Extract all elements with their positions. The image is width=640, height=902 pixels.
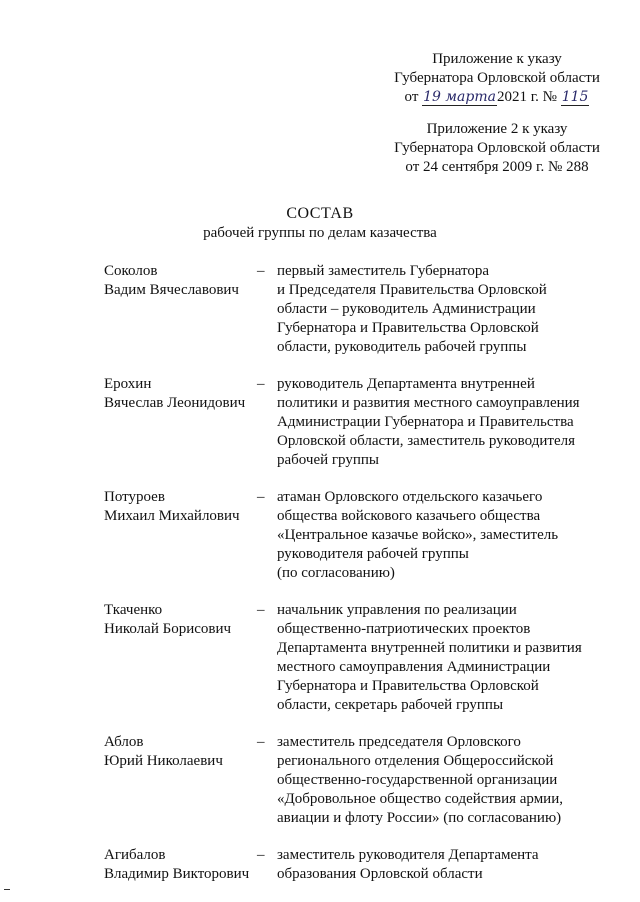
appendix-line-1: Приложение к указу	[432, 51, 562, 67]
member-surname: Агибалов	[104, 847, 166, 863]
member-role: начальник управления по реализации общественно-патриотических проектов Департамента внутренней политики и развития местного самоуправления Администрации Губернатора и Правительства Орловской области, секретарь рабочей группы	[277, 602, 582, 713]
original-appendix-header	[392, 120, 602, 177]
member-role: заместитель председателя Орловского регионального отделения Общероссийской общественно-государственной организации «Добровольное общество содействия армии, авиации и флоту России» (по согласованию)	[277, 734, 563, 826]
member-given-names: Михаил Михайлович	[104, 508, 240, 524]
member-given-names: Вячеслав Леонидович	[104, 395, 246, 411]
member-role: заместитель руководителя Департамента образования Орловской области	[277, 847, 539, 882]
member-name	[104, 262, 257, 357]
member-given-names: Вадим Вячеславович	[104, 282, 239, 298]
handwritten-date: 19 марта	[423, 89, 496, 105]
appendix2-line-1: Приложение 2 к указу	[426, 121, 568, 137]
document-subtitle: рабочей группы по делам казачества	[203, 225, 437, 241]
date-prefix: от	[404, 89, 419, 105]
dash-separator: –	[257, 263, 265, 279]
member-name	[104, 488, 257, 583]
member-surname: Ерохин	[104, 376, 152, 392]
member-entry	[104, 488, 584, 583]
member-surname: Соколов	[104, 263, 158, 279]
appendix-line-2: Губернатора Орловской области	[394, 70, 600, 86]
member-surname: Ткаченко	[104, 602, 163, 618]
member-given-names: Владимир Викторович	[104, 866, 250, 882]
member-surname: Аблов	[104, 734, 144, 750]
document-heading	[0, 204, 640, 243]
member-name	[104, 846, 257, 884]
members-list	[104, 262, 584, 902]
member-entry	[104, 733, 584, 828]
document-title: СОСТАВ	[286, 205, 354, 222]
appendix2-line-2: Губернатора Орловской области	[394, 140, 600, 156]
appendix2-line-3: от 24 сентября 2009 г. № 288	[405, 159, 589, 175]
decree-appendix-header	[392, 50, 602, 107]
member-name	[104, 733, 257, 828]
member-name	[104, 601, 257, 715]
member-name	[104, 375, 257, 470]
member-given-names: Юрий Николаевич	[104, 753, 223, 769]
appendix-date-line	[392, 88, 602, 107]
dash-separator: –	[257, 376, 265, 392]
member-role: руководитель Департамента внутренней политики и развития местного самоуправления Администрации Губернатора и Правительства Орловской области, заместитель руководителя рабочей группы	[277, 376, 580, 468]
dash-separator: –	[257, 602, 265, 618]
member-role: первый заместитель Губернатора и Председателя Правительства Орловской области – руководитель Администрации Губернатора и Правительства Орловской области, руководитель рабочей группы	[277, 263, 547, 355]
dash-separator: –	[257, 734, 265, 750]
member-surname: Потуроев	[104, 489, 165, 505]
member-entry	[104, 375, 584, 470]
dash-separator: –	[257, 847, 265, 863]
member-entry	[104, 601, 584, 715]
member-entry	[104, 846, 584, 884]
member-role: атаман Орловского отдельского казачьего общества войскового казачьего общества «Центральное казачье войско», заместитель руководителя рабочей группы (по согласованию)	[277, 489, 559, 581]
member-entry	[104, 262, 584, 357]
scan-margin-mark	[4, 889, 10, 890]
member-given-names: Николай Борисович	[104, 621, 232, 637]
year-suffix: 2021 г. №	[496, 89, 557, 105]
dash-separator: –	[257, 489, 265, 505]
handwritten-number: 115	[561, 89, 589, 105]
